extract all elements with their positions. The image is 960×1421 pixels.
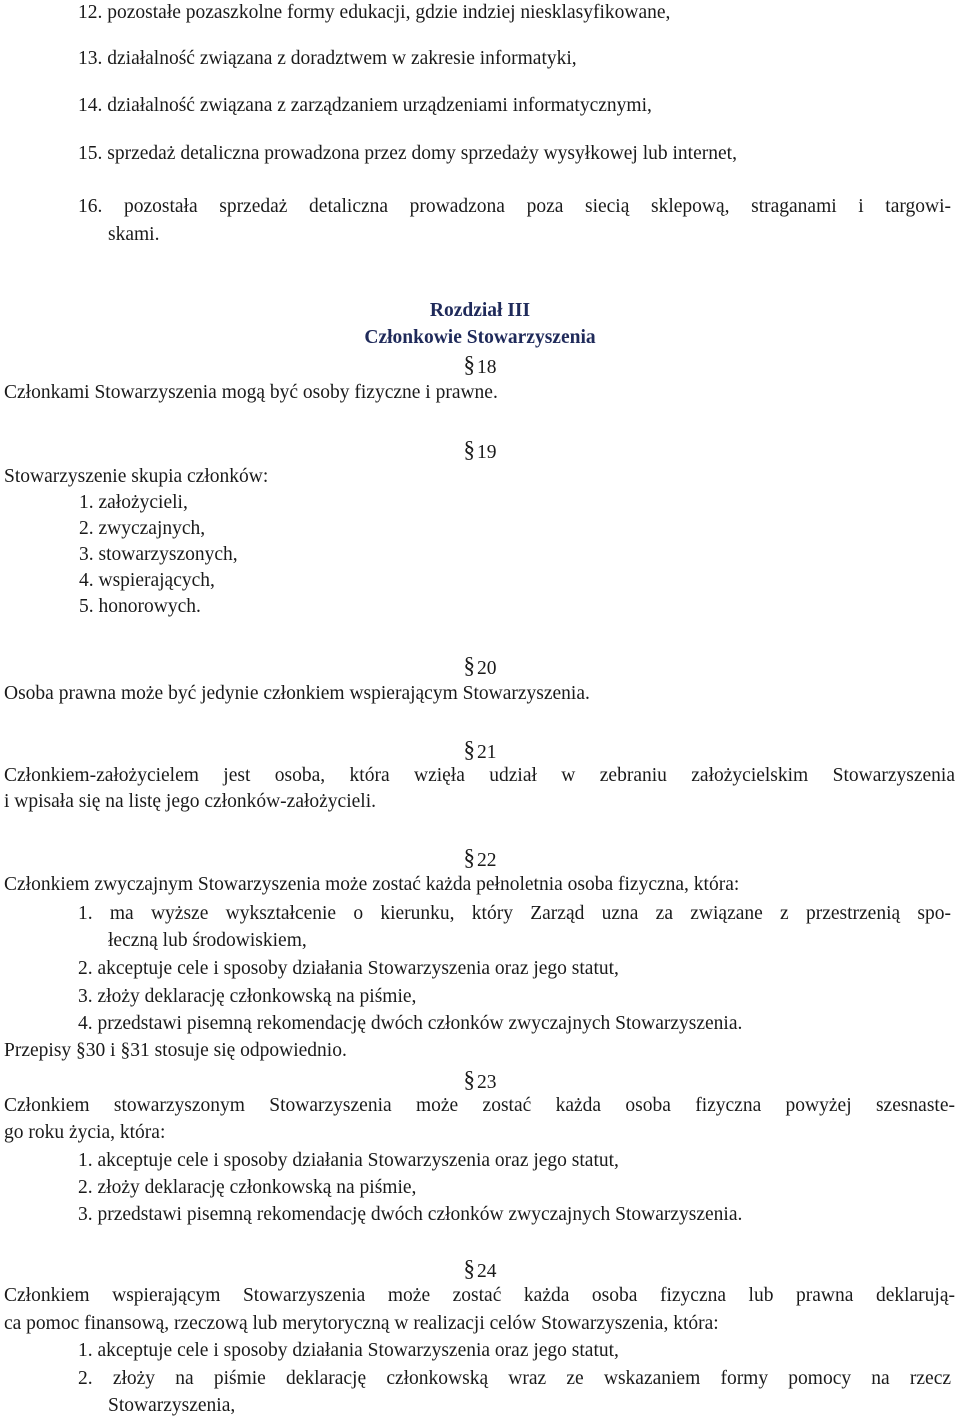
list-number: 15.	[78, 143, 103, 164]
section-line: go roku życia, która:	[4, 1122, 166, 1143]
list-text: złoży deklarację członkowską na piśmie,	[97, 986, 417, 1007]
list-text: stowarzyszonych,	[98, 544, 238, 565]
list-number: 1.	[78, 1340, 93, 1361]
section-number: 21	[477, 742, 497, 763]
section-number: 23	[477, 1072, 497, 1093]
section-symbol: §	[463, 1067, 475, 1092]
list-item	[78, 1368, 951, 1390]
section-symbol: §	[463, 437, 475, 462]
list-text: założycieli,	[98, 492, 188, 513]
list-text: akceptuje cele i sposoby działania Stowarzyszenia oraz jego statut,	[97, 1340, 619, 1361]
list-item	[78, 2, 670, 24]
list-text: pozostała sprzedaż detaliczna prowadzona poza siecią sklepową, straganami i targowi-	[123, 196, 952, 217]
section-text: Członkami Stowarzyszenia mogą być osoby fizyczne i prawne.	[4, 382, 498, 403]
section-symbol: §	[463, 352, 475, 377]
list-item	[78, 903, 951, 925]
list-text: zwyczajnych,	[98, 518, 206, 539]
list-item-continuation: Stowarzyszenia,	[108, 1395, 236, 1416]
list-item	[78, 95, 652, 117]
list-item	[78, 1177, 416, 1199]
list-number: 1.	[79, 492, 94, 513]
section-symbol: §	[463, 737, 475, 762]
section-heading-19	[0, 438, 960, 464]
list-number: 12.	[78, 2, 103, 23]
list-text: działalność związana z doradztwem w zakresie informatyki,	[107, 48, 577, 69]
section-number: 19	[477, 442, 497, 463]
list-text: przedstawi pisemną rekomendację dwóch członków zwyczajnych Stowarzyszenia.	[97, 1013, 743, 1034]
list-number: 2.	[78, 958, 93, 979]
list-item	[78, 1150, 619, 1172]
list-text: ma wyższe wykształcenie o kierunku, który Zarząd uzna za związane z przestrzenią spo-	[109, 903, 951, 924]
section-heading-24	[0, 1257, 960, 1283]
list-number: 4.	[79, 570, 94, 591]
section-heading-23	[0, 1068, 960, 1094]
list-item	[78, 143, 737, 165]
section-line: ca pomoc finansową, rzeczową lub merytoryczną w realizacji celów Stowarzyszenia, która:	[4, 1313, 719, 1334]
list-text: honorowych.	[98, 596, 201, 617]
list-text: pozostałe pozaszkolne formy edukacji, gdzie indziej niesklasyfikowane,	[107, 2, 671, 23]
section-text: Osoba prawna może być jedynie członkiem wspierającym Stowarzyszenia.	[4, 683, 590, 704]
list-text: wspierających,	[98, 570, 215, 591]
list-item	[79, 596, 201, 618]
section-heading-22	[0, 846, 960, 872]
list-text: akceptuje cele i sposoby działania Stowarzyszenia oraz jego statut,	[97, 958, 619, 979]
list-item	[78, 986, 416, 1008]
list-number: 3.	[79, 544, 94, 565]
list-number: 5.	[79, 596, 94, 617]
list-item	[79, 544, 238, 566]
list-text: akceptuje cele i sposoby działania Stowarzyszenia oraz jego statut,	[97, 1150, 619, 1171]
list-text: sprzedaż detaliczna prowadzona przez domy sprzedaży wysyłkowej lub internet,	[107, 143, 737, 164]
section-heading-21	[0, 738, 960, 764]
list-item	[78, 1204, 742, 1226]
section-line: i wpisała się na listę jego członków-założycieli.	[4, 791, 376, 812]
list-number: 3.	[78, 1204, 93, 1225]
section-symbol: §	[463, 653, 475, 678]
section-text	[4, 1095, 955, 1117]
list-text: działalność związana z zarządzaniem urządzeniami informatycznymi,	[107, 95, 652, 116]
section-line: Członkiem-założycielem jest osoba, która wzięła udział w zebraniu założycielskim Stowarzyszenia	[4, 765, 955, 786]
section-number: 22	[477, 850, 497, 871]
list-item	[79, 518, 205, 540]
chapter-subtitle: Członkowie Stowarzyszenia	[364, 327, 596, 348]
section-symbol: §	[463, 845, 475, 870]
list-text: przedstawi pisemną rekomendację dwóch członków zwyczajnych Stowarzyszenia.	[97, 1204, 743, 1225]
list-text: złoży deklarację członkowską na piśmie,	[97, 1177, 417, 1198]
section-heading-20	[0, 654, 960, 680]
list-number: 16.	[78, 196, 103, 217]
section-number: 20	[477, 658, 497, 679]
list-number: 3.	[78, 986, 93, 1007]
list-item	[78, 1013, 742, 1035]
list-number: 4.	[78, 1013, 93, 1034]
list-item-continuation: skami.	[108, 224, 160, 245]
list-number: 2.	[79, 518, 94, 539]
list-item-continuation: łeczną lub środowiskiem,	[108, 930, 307, 951]
section-text	[4, 1285, 955, 1307]
list-number: 2.	[78, 1177, 93, 1198]
section-line: Członkiem wspierającym Stowarzyszenia może zostać każda osoba fizyczna lub prawna deklarują-	[4, 1285, 955, 1306]
section-intro: Członkiem zwyczajnym Stowarzyszenia może zostać każda pełnoletnia osoba fizyczna, która:	[4, 874, 740, 895]
section-number: 24	[477, 1261, 497, 1282]
chapter-title: Rozdział III	[429, 300, 531, 321]
section-symbol: §	[463, 1256, 475, 1281]
list-item	[79, 570, 215, 592]
list-number: 13.	[78, 48, 103, 69]
list-item	[78, 196, 951, 218]
list-item	[78, 1340, 619, 1362]
section-heading-18	[0, 353, 960, 379]
list-number: 1.	[78, 903, 93, 924]
section-line: Członkiem stowarzyszonym Stowarzyszenia może zostać każda osoba fizyczna powyżej szesnaste-	[4, 1095, 955, 1116]
list-item	[79, 492, 188, 514]
section-text	[4, 765, 955, 787]
list-item	[78, 48, 577, 70]
list-number: 1.	[78, 1150, 93, 1171]
section-number: 18	[477, 357, 497, 378]
list-item	[78, 958, 619, 980]
list-text: złoży na piśmie deklarację członkowską wraz ze wskazaniem formy pomocy na rzecz	[112, 1368, 952, 1389]
section-closing: Przepisy §30 i §31 stosuje się odpowiednio.	[4, 1040, 347, 1061]
list-number: 14.	[78, 95, 103, 116]
list-number: 2.	[78, 1368, 93, 1389]
section-intro: Stowarzyszenie skupia członków:	[4, 466, 269, 487]
